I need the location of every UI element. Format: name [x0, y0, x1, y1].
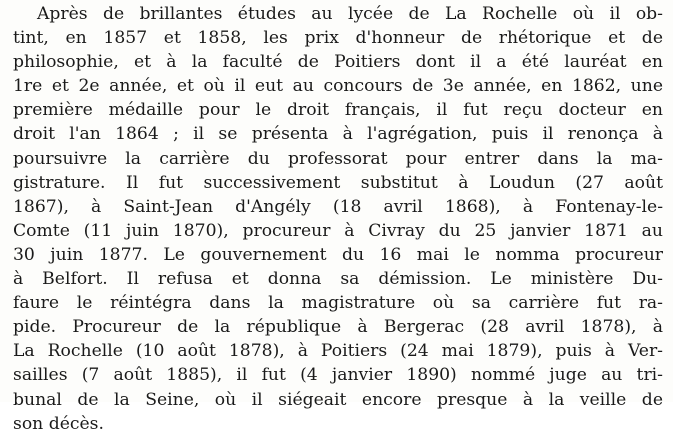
- text-line-9: 1867), à Saint-Jean d'Angély (18 avril 1868), à Fontenay-le-: [13, 196, 663, 217]
- text-line-1: Après de brillantes études au lycée de La Rochelle où il ob-: [37, 4, 663, 24]
- text-line-15: La Rochelle (10 août 1878), à Poitiers (24 mai 1879), puis à Ver-: [13, 341, 663, 362]
- text-line-16: sailles (7 août 1885), il fut (4 janvier 1890) nommé juge au tri-: [13, 365, 663, 386]
- text-line-11: 30 juin 1877. Le gouvernement du 16 mai le nomma procureur: [13, 244, 663, 265]
- text-line-7: poursuivre la carrière du professorat pour entrer dans la ma-: [13, 148, 663, 169]
- text-line-13: faure le réintégra dans la magistrature où sa carrière fut ra-: [13, 293, 663, 314]
- biography-paragraph: [13, 2, 663, 436]
- text-line-5: première médaille pour le droit français, il fut reçu docteur en: [13, 100, 663, 121]
- text-line-12: à Belfort. Il refusa et donna sa démission. Le ministère Du-: [13, 269, 663, 290]
- text-line-18: son décès.: [13, 413, 104, 434]
- text-line-3: philosophie, et à la faculté de Poitiers dont il a été lauréat en: [13, 52, 663, 73]
- text-line-2: tint, en 1857 et 1858, les prix d'honneur de rhétorique et de: [13, 28, 663, 49]
- text-line-14: pide. Procureur de la république à Bergerac (28 avril 1878), à: [13, 317, 663, 338]
- text-line-4: 1re et 2e année, et où il eut au concours de 3e année, en 1862, une: [13, 76, 663, 97]
- text-line-10: Comte (11 juin 1870), procureur à Civray du 25 janvier 1871 au: [13, 220, 663, 241]
- text-line-17: bunal de la Seine, où il siégeait encore presque à la veille de: [13, 389, 663, 410]
- text-line-6: droit l'an 1864 ; il se présenta à l'agrégation, puis il renonça à: [13, 124, 663, 145]
- text-line-8: gistrature. Il fut successivement substitut à Loudun (27 août: [13, 172, 663, 193]
